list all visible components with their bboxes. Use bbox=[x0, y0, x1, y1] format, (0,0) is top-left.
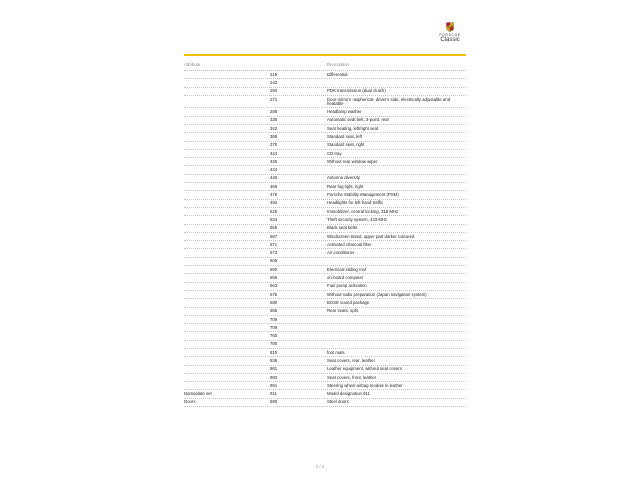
porsche-crest-icon bbox=[446, 22, 454, 32]
table-row bbox=[184, 341, 466, 349]
table-row bbox=[184, 308, 466, 316]
table-row bbox=[184, 108, 466, 116]
code-cell: 555 bbox=[270, 225, 278, 231]
table-body bbox=[184, 71, 466, 407]
table-row bbox=[184, 299, 466, 307]
attribute-cell: Doors bbox=[184, 399, 196, 405]
description-cell bbox=[327, 168, 466, 174]
code-cell: 708 bbox=[270, 316, 278, 322]
attribute-cell bbox=[184, 276, 270, 282]
code-cell: 981 bbox=[270, 366, 278, 372]
description-cell: Theft security system, 433 MHz bbox=[327, 216, 388, 222]
description-cell: Leather equipment, without seat covers bbox=[327, 366, 403, 372]
description-cell: Fuel pump activation bbox=[327, 283, 367, 289]
attribute-cell bbox=[184, 359, 270, 365]
table-row bbox=[184, 191, 466, 199]
attribute-cell bbox=[184, 293, 270, 299]
table-row bbox=[184, 390, 466, 398]
code-column-header bbox=[270, 62, 327, 70]
attribute-cell bbox=[184, 243, 270, 249]
code-cell: 250 bbox=[270, 88, 278, 94]
description-cell: on-board computer bbox=[327, 275, 364, 281]
code-cell: 936 bbox=[270, 357, 278, 363]
description-cell: Immobilizer, central locking, 315 MHz bbox=[327, 208, 399, 214]
description-cell: Porsche Stability Management (PSM) bbox=[327, 192, 399, 198]
description-cell: Windscreen tinted, upper part darker coloured bbox=[327, 233, 415, 239]
description-cell bbox=[327, 326, 466, 332]
code-cell: 605 bbox=[270, 258, 278, 264]
attribute-cell bbox=[184, 268, 270, 274]
code-cell: 271 bbox=[270, 96, 278, 102]
table-row bbox=[184, 291, 466, 299]
table-row bbox=[184, 183, 466, 191]
attribute-cell bbox=[184, 334, 270, 340]
porsche-wordmark: PORSCHE bbox=[439, 33, 461, 37]
code-cell: 525 bbox=[270, 208, 278, 214]
table-row bbox=[184, 225, 466, 233]
equipment-table bbox=[184, 62, 466, 407]
code-cell: 288 bbox=[270, 109, 278, 115]
code-cell: 370 bbox=[270, 142, 278, 148]
attribute-cell bbox=[184, 226, 270, 232]
table-row bbox=[184, 258, 466, 266]
description-cell: Automatic seat belt, 3-point, rear bbox=[327, 117, 390, 123]
table-row bbox=[184, 96, 466, 109]
description-cell: BOSE sound package bbox=[327, 299, 370, 305]
table-row bbox=[184, 88, 466, 96]
description-cell: Without radio preparation (Japan navigation system) bbox=[327, 291, 427, 297]
attribute-cell bbox=[184, 384, 270, 390]
attribute-cell bbox=[184, 342, 270, 348]
code-cell: 675 bbox=[270, 291, 278, 297]
header-rule bbox=[184, 54, 466, 56]
table-row bbox=[184, 150, 466, 158]
table-row bbox=[184, 357, 466, 365]
description-cell: Electrical sliding roof bbox=[327, 266, 367, 272]
attribute-cell bbox=[184, 127, 270, 133]
attribute-cell bbox=[184, 309, 270, 315]
description-cell: Headlamp washer bbox=[327, 109, 362, 115]
description-cell: Antenna diversity bbox=[327, 175, 360, 181]
description-cell: Seat covers, rear, leather bbox=[327, 357, 376, 363]
description-cell: Standard seat, left bbox=[327, 133, 362, 139]
code-cell: 219 bbox=[270, 71, 278, 77]
attribute-cell bbox=[184, 326, 270, 332]
description-cell bbox=[327, 342, 466, 348]
table-row bbox=[184, 175, 466, 183]
attribute-cell bbox=[184, 89, 270, 95]
description-cell: Steering wheel airbag module in leather bbox=[327, 382, 403, 388]
attribute-column-header: Attribute bbox=[184, 62, 201, 67]
description-cell: Seat covers, front, leather bbox=[327, 374, 377, 380]
code-cell: 440 bbox=[270, 175, 278, 181]
code-cell: 991 bbox=[270, 382, 278, 388]
table-row bbox=[184, 274, 466, 282]
attribute-cell bbox=[184, 168, 270, 174]
table-row bbox=[184, 125, 466, 133]
code-cell: 426 bbox=[270, 158, 278, 164]
code-cell: 810 bbox=[270, 349, 278, 355]
code-cell: 590 bbox=[270, 399, 278, 405]
description-cell: Door mirrors -aspherical- driver's side, electrically adjustable and heatable bbox=[327, 96, 451, 107]
code-cell: 434 bbox=[270, 167, 278, 173]
code-cell: 567 bbox=[270, 233, 278, 239]
code-cell: 476 bbox=[270, 192, 278, 198]
description-cell: Steel doors bbox=[327, 399, 349, 405]
description-cell bbox=[327, 318, 466, 324]
code-cell: 466 bbox=[270, 183, 278, 189]
table-header bbox=[184, 62, 466, 71]
description-cell: CD tray bbox=[327, 150, 342, 156]
table-row bbox=[184, 349, 466, 357]
attribute-cell bbox=[184, 318, 270, 324]
table-row bbox=[184, 382, 466, 390]
table-row bbox=[184, 117, 466, 125]
code-cell: 760 bbox=[270, 333, 278, 339]
description-cell: Rear fog light, right bbox=[327, 183, 364, 189]
description-cell: Standard seat, right bbox=[327, 142, 365, 148]
code-cell: 492 bbox=[270, 200, 278, 206]
attribute-cell bbox=[184, 218, 270, 224]
table-row bbox=[184, 266, 466, 274]
description-cell: Model designation 911 bbox=[327, 391, 370, 397]
table-row bbox=[184, 233, 466, 241]
table-row bbox=[184, 324, 466, 332]
description-cell bbox=[327, 81, 466, 87]
description-cell: Headlights for left-hand traffic bbox=[327, 200, 384, 206]
code-cell: 242 bbox=[270, 79, 278, 85]
code-cell: 335 bbox=[270, 117, 278, 123]
table-row bbox=[184, 316, 466, 324]
code-cell: 983 bbox=[270, 374, 278, 380]
attribute-cell bbox=[184, 251, 270, 257]
attribute-cell bbox=[184, 135, 270, 141]
table-row bbox=[184, 79, 466, 87]
table-row bbox=[184, 241, 466, 249]
code-cell: 534 bbox=[270, 216, 278, 222]
table-row bbox=[184, 158, 466, 166]
table-row bbox=[184, 133, 466, 141]
classic-label: Classic bbox=[440, 37, 460, 43]
table-row bbox=[184, 71, 466, 79]
attribute-cell bbox=[184, 176, 270, 182]
code-cell: 780 bbox=[270, 341, 278, 347]
table-row bbox=[184, 399, 466, 407]
description-column-header: Description bbox=[327, 62, 349, 67]
page-number: 2 / 2 bbox=[315, 464, 325, 469]
description-cell: Rear seats, split bbox=[327, 308, 358, 314]
description-cell: PDK transmission (dual clutch) bbox=[327, 88, 386, 94]
attribute-cell bbox=[184, 81, 270, 87]
code-cell: 709 bbox=[270, 324, 278, 330]
code-cell: 573 bbox=[270, 250, 278, 256]
description-cell bbox=[327, 259, 466, 265]
description-cell: foot mats bbox=[327, 349, 345, 355]
attribute-cell bbox=[184, 301, 270, 307]
attribute-cell bbox=[184, 351, 270, 357]
code-cell: 424 bbox=[270, 150, 278, 156]
attribute-cell bbox=[184, 235, 270, 241]
attribute-cell bbox=[184, 118, 270, 124]
table-row bbox=[184, 142, 466, 150]
attribute-cell bbox=[184, 152, 270, 158]
code-cell: 911 bbox=[270, 391, 277, 397]
table-row bbox=[184, 200, 466, 208]
description-cell: Differential bbox=[327, 71, 348, 77]
table-row bbox=[184, 332, 466, 340]
description-cell: Seat heating, left/right seat bbox=[327, 125, 379, 131]
porsche-classic-logo bbox=[434, 22, 466, 44]
description-cell: Air conditioner bbox=[327, 250, 355, 256]
table-row bbox=[184, 374, 466, 382]
attribute-cell bbox=[184, 259, 270, 265]
attribute-cell bbox=[184, 284, 270, 290]
attribute-cell bbox=[184, 201, 270, 207]
attribute-cell bbox=[184, 185, 270, 191]
code-cell: 659 bbox=[270, 275, 278, 281]
attribute-cell bbox=[184, 160, 270, 166]
attribute-cell bbox=[184, 110, 270, 116]
description-cell: Without rear window wiper bbox=[327, 158, 378, 164]
table-row bbox=[184, 283, 466, 291]
description-cell: Black seat belts bbox=[327, 225, 358, 231]
attribute-cell bbox=[184, 193, 270, 199]
description-cell: Activated charcoal filter bbox=[327, 241, 372, 247]
table-row bbox=[184, 366, 466, 374]
description-cell bbox=[327, 334, 466, 340]
attribute-cell bbox=[184, 73, 270, 79]
code-cell: 685 bbox=[270, 308, 278, 314]
table-row bbox=[184, 208, 466, 216]
table-row bbox=[184, 166, 466, 174]
code-cell: 571 bbox=[270, 241, 278, 247]
code-cell: 680 bbox=[270, 299, 278, 305]
table-row bbox=[184, 249, 466, 257]
attribute-cell bbox=[184, 143, 270, 149]
code-cell: 342 bbox=[270, 125, 278, 131]
code-cell: 650 bbox=[270, 266, 278, 272]
attribute-cell: Nameplate set bbox=[184, 391, 212, 397]
attribute-cell bbox=[184, 376, 270, 382]
table-row bbox=[184, 216, 466, 224]
attribute-cell bbox=[184, 98, 270, 108]
code-cell: 663 bbox=[270, 283, 278, 289]
attribute-cell bbox=[184, 367, 270, 373]
code-cell: 369 bbox=[270, 133, 278, 139]
attribute-cell bbox=[184, 210, 270, 216]
